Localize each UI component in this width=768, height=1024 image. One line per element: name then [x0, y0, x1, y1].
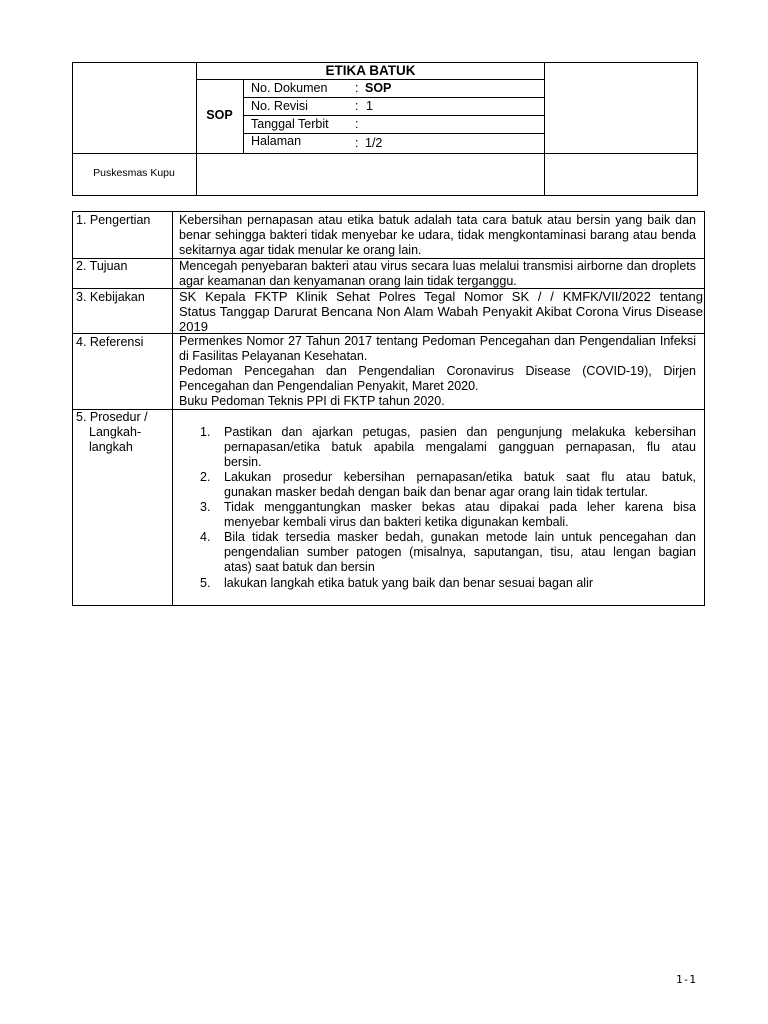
step-number: 3. — [200, 500, 211, 514]
text-line: Bila tidak tersedia masker bedah, gunakan metode lain untuk pencegahan dan — [224, 530, 696, 544]
text-line: Mencegah penyebaran bakteri atau virus secara luas melalui transmisi airborne dan droplets — [179, 259, 696, 273]
text-line: 2019 — [179, 319, 208, 334]
document-title: ETIKA BATUK — [325, 63, 416, 78]
section-content-tujuan — [179, 259, 696, 289]
text-line: agar keamanan dan kenyamanan orang lain tidak terganggu. — [179, 274, 517, 288]
text-line: Pencegahan dan Pengendalian Penyakit, Maret 2020. — [179, 379, 479, 393]
text-line: Kebersihan pernapasan atau etika batuk adalah tata cara batuk atau bersin yang baik dan — [179, 213, 696, 227]
meta-value-halaman: 1/2 — [365, 136, 383, 150]
text-line: pernapasan/etika batuk apabila mengalami gangguan pernapasan, flu atau — [224, 440, 696, 454]
text-line: menyebar kembali virus dan bakteri ketika digunakan kembali. — [224, 515, 569, 529]
page-number: 1-1 — [676, 973, 696, 986]
section-content-pengertian — [179, 213, 696, 258]
text-line: Pedoman Pencegahan dan Pengendalian Coronavirus Disease (COVID-19), Dirjen — [179, 364, 696, 378]
meta-value-no-dokumen: SOP — [365, 81, 392, 95]
section-label-referensi: 4. Referensi — [76, 335, 144, 349]
section-content-referensi — [179, 334, 696, 409]
section-content-kebijakan — [179, 289, 703, 334]
meta-sep: : — [355, 81, 359, 95]
org-name: Puskesmas Kupu — [93, 167, 175, 179]
meta-sep: : — [355, 117, 359, 131]
text-line: Status Tanggap Darurat Bencana Non Alam Wabah Penyakit Akibat Corona Virus Disease — [179, 304, 703, 319]
meta-sep: : — [355, 99, 359, 113]
meta-label-no-revisi: No. Revisi — [251, 99, 308, 113]
meta-label-tanggal-terbit: Tanggal Terbit — [251, 117, 329, 131]
section-label-pengertian: 1. Pengertian — [76, 213, 151, 227]
step-number: 4. — [200, 530, 211, 544]
text-line: SK Kepala FKTP Klinik Sehat Polres Tegal Nomor SK / / KMFK/VII/2022 tentang — [179, 289, 703, 304]
meta-label-no-dokumen: No. Dokumen — [251, 81, 328, 95]
text-line: Tidak menggantungkan masker bekas atau dipakai pada leher karena bisa — [224, 500, 696, 514]
meta-label-halaman: Halaman — [251, 134, 302, 148]
text-line: gunakan masker bedah dengan baik dan benar agar orang lain tidak tertular. — [224, 485, 648, 499]
sop-label: SOP — [206, 108, 233, 122]
text-line: Lakukan prosedur kebersihan pernapasan/etika batuk saat flu atau batuk, — [224, 470, 696, 484]
text-line: atas) saat batuk dan bersin — [224, 560, 375, 574]
section-label-prosedur: Langkah- — [89, 425, 142, 439]
meta-sep: : — [355, 136, 359, 150]
text-line: Permenkes Nomor 27 Tahun 2017 tentang Pedoman Pencegahan dan Pengendalian Infeksi — [179, 334, 696, 348]
step-number: 1. — [200, 425, 211, 439]
text-line: Buku Pedoman Teknis PPI di FKTP tahun 2020. — [179, 394, 445, 408]
text-line: di Fasilitas Pelayanan Kesehatan. — [179, 349, 368, 363]
meta-value-no-revisi: 1 — [366, 99, 373, 113]
step-number: 2. — [200, 470, 211, 484]
text-line: bersin. — [224, 455, 262, 469]
text-line: pengendalian sumber patogen (misalnya, saputangan, tisu, atau lengan bagian — [224, 545, 696, 559]
section-label-prosedur: 5. Prosedur / — [76, 410, 148, 424]
text-line: Pastikan dan ajarkan petugas, pasien dan pengunjung melakuka kebersihan — [224, 425, 696, 439]
text-line: benar sehingga bakteri tidak menyebar ke udara, tidak mengkontaminasi barang atau benda — [179, 228, 696, 242]
text-line: lakukan langkah etika batuk yang baik dan benar sesuai bagan alir — [224, 576, 594, 590]
step-number: 5. — [200, 576, 211, 590]
section-label-tujuan: 2. Tujuan — [76, 259, 128, 273]
text-line: sekitarnya agar tidak menular ke orang lain. — [179, 243, 422, 257]
section-label-kebijakan: 3. Kebijakan — [76, 290, 145, 304]
section-label-prosedur: langkah — [89, 440, 133, 454]
